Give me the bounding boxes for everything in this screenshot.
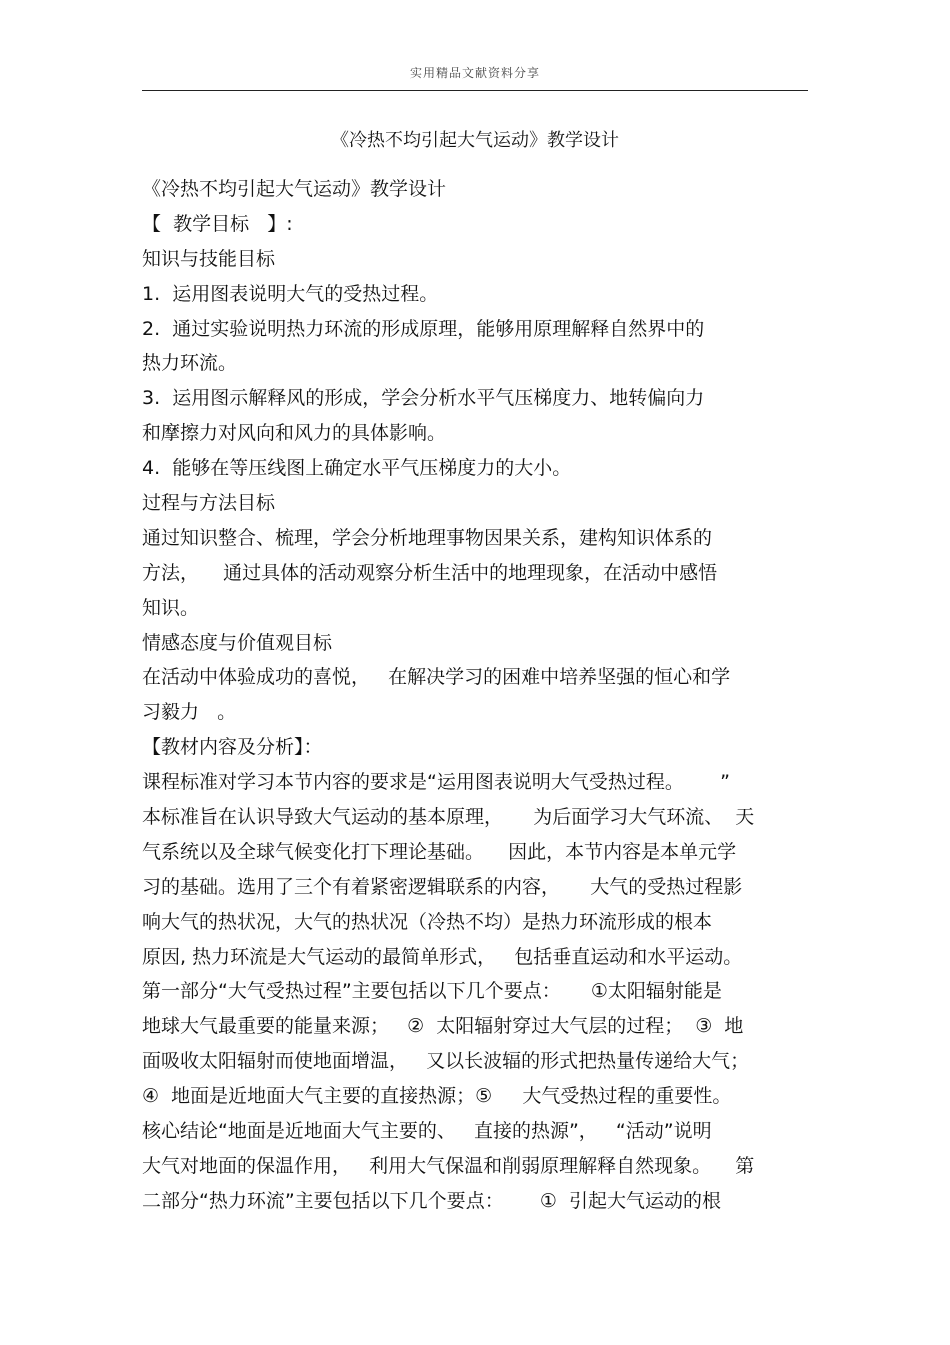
body-line: 过程与方法目标 [142, 492, 276, 515]
running-header: 实用精品文献资料分享 [409, 66, 540, 80]
body-line: 3. 运用图示解释风的形成，学会分析水平气压梯度力、地转偏向力 [142, 387, 705, 410]
body-line: 气系统以及全球气候变化打下理论基础。 因此，本节内容是本单元学 [142, 840, 737, 863]
body-line: 2. 通过实验说明热力环流的形成原理，能够用原理解释自然界中的 [142, 317, 705, 340]
body-line: 知识与技能目标 [142, 247, 276, 270]
body-line: 第一部分“大气受热过程”主要包括以下几个要点： ①太阳辐射能是 [142, 980, 722, 1003]
body-line: 1. 运用图表说明大气的受热过程。 [142, 282, 439, 305]
body-line: 核心结论“地面是近地面大气主要的、 直接的热源”， “活动”说明 [142, 1120, 712, 1143]
body-line: 情感态度与价值观目标 [142, 631, 333, 654]
body-line: 4. 能够在等压线图上确定水平气压梯度力的大小。 [142, 457, 572, 480]
body-line: 课程标准对学习本节内容的要求是“运用图表说明大气受热过程。 ” [142, 771, 730, 794]
body-line: 响大气的热状况，大气的热状况（冷热不均）是热力环流形成的根本 [142, 910, 713, 933]
body-line: 热力环流。 [142, 352, 238, 375]
body-line: 《冷热不均引起大气运动》教学设计 [142, 178, 447, 200]
body-line: 【教材内容及分析】： [142, 736, 323, 759]
body-line: 大气对地面的保温作用， 利用大气保温和削弱原理解释自然现象。 第 [142, 1154, 755, 1177]
document-title: 《冷热不均引起大气运动》教学设计 [331, 130, 619, 151]
body-line: 原因, 热力环流是大气运动的最简单形式， 包括垂直运动和水平运动。 [142, 945, 743, 968]
body-line: 通过知识整合、梳理，学会分析地理事物因果关系，建构知识体系的 [142, 526, 713, 549]
body-line: ④ 地面是近地面大气主要的直接热源；⑤ 大气受热过程的重要性。 [142, 1085, 732, 1108]
body-line: 习毅力 。 [142, 701, 237, 724]
body-line: 地球大气最重要的能量来源； ② 太阳辐射穿过大气层的过程； ③ 地 [142, 1015, 744, 1038]
body-line: 二部分“热力环流”主要包括以下几个要点： ① 引起大气运动的根 [142, 1189, 722, 1212]
body-line: 在活动中体验成功的喜悦， 在解决学习的困难中培养坚强的恒心和学 [142, 666, 731, 689]
body-line: 和摩擦力对风向和风力的具体影响。 [142, 422, 447, 445]
body-line: 知识。 [142, 596, 200, 619]
body-line: 【 教学目标 】: [142, 212, 293, 235]
document-body [142, 172, 806, 1219]
body-line: 方法， 通过具体的活动观察分析生活中的地理现象，在活动中感悟 [142, 561, 718, 584]
body-line: 习的基础。选用了三个有着紧密逻辑联系的内容， 大气的受热过程影 [142, 875, 743, 898]
header-divider [142, 90, 808, 91]
body-line: 本标准旨在认识导致大气运动的基本原理， 为后面学习大气环流、 天 [142, 806, 755, 829]
body-line: 面吸收太阳辐射而使地面增温， 又以长波辐的形式把热量传递给大气； [142, 1050, 750, 1073]
